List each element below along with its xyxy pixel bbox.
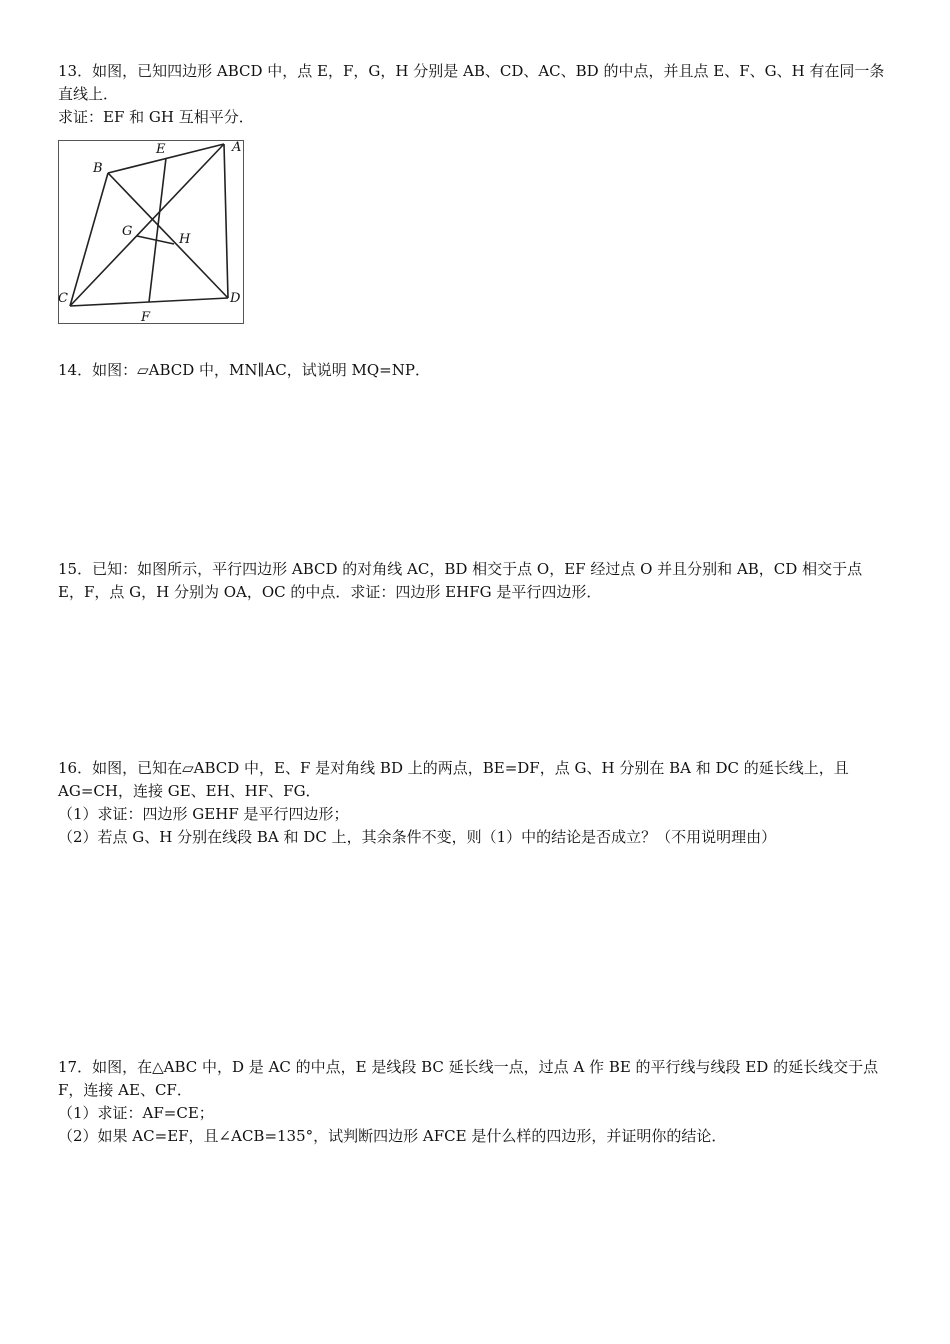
problem-17-part-2: （2）如果 AC=EF，且∠ACB=135°，试判断四边形 AFCE 是什么样的四边形，并证明你的结论． [58,1127,727,1145]
problem-13-figure [58,140,244,324]
problem-17-statement: 17．如图，在△ABC 中，D 是 AC 的中点，E 是线段 BC 延长线一点，过点 A 作 BE 的平行线与线段 ED 的延长线交于点 F，连接 AE、CF． [58,1058,879,1099]
problem-16-part-1: （1）求证：四边形 GEHF 是平行四边形； [58,805,349,823]
problem-16-part-2: （2）若点 G、H 分别在线段 BA 和 DC 上，其余条件不变，则（1）中的结论是否成立？（不用说明理由） [58,828,777,846]
label-E: E [156,142,166,157]
problem-16-statement: 16．如图，已知在▱ABCD 中，E、F 是对角线 BD 上的两点，BE=DF，点 G、H 分别在 BA 和 DC 的延长线上，且 AG=CH，连接 GE、EH、HF、FG． [58,759,849,800]
problem-13-statement: 13．如图，已知四边形 ABCD 中，点 E，F，G，H 分别是 AB、CD、AC、BD 的中点，并且点 E、F、G、H 有在同一条直线上． [58,62,885,103]
problem-13 [58,60,890,129]
problem-15 [58,558,890,604]
problem-16 [58,757,890,849]
problem-15-statement: 15．已知：如图所示，平行四边形 ABCD 的对角线 AC，BD 相交于点 O，EF 经过点 O 并且分别和 AB，CD 相交于点 E，F，点 G，H 分别为 OA，OC 的中点．求证：四边形 EHFG 是平行四边形． [58,560,863,601]
problem-14-statement: 14．如图：▱ABCD 中，MN∥AC，试说明 MQ=NP． [58,361,430,379]
label-H: H [179,232,191,247]
label-G: G [122,224,133,239]
label-B: B [93,161,103,176]
problem-13-prove: 求证：EF 和 GH 互相平分． [58,108,254,126]
label-D: D [230,291,241,306]
problem-14 [58,359,890,382]
problem-17-part-1: （1）求证：AF=CE； [58,1104,214,1122]
label-C: C [58,291,68,306]
label-A: A [232,140,242,155]
label-F: F [141,310,151,324]
quadrilateral-diagram [58,140,244,324]
problem-17 [58,1056,890,1148]
